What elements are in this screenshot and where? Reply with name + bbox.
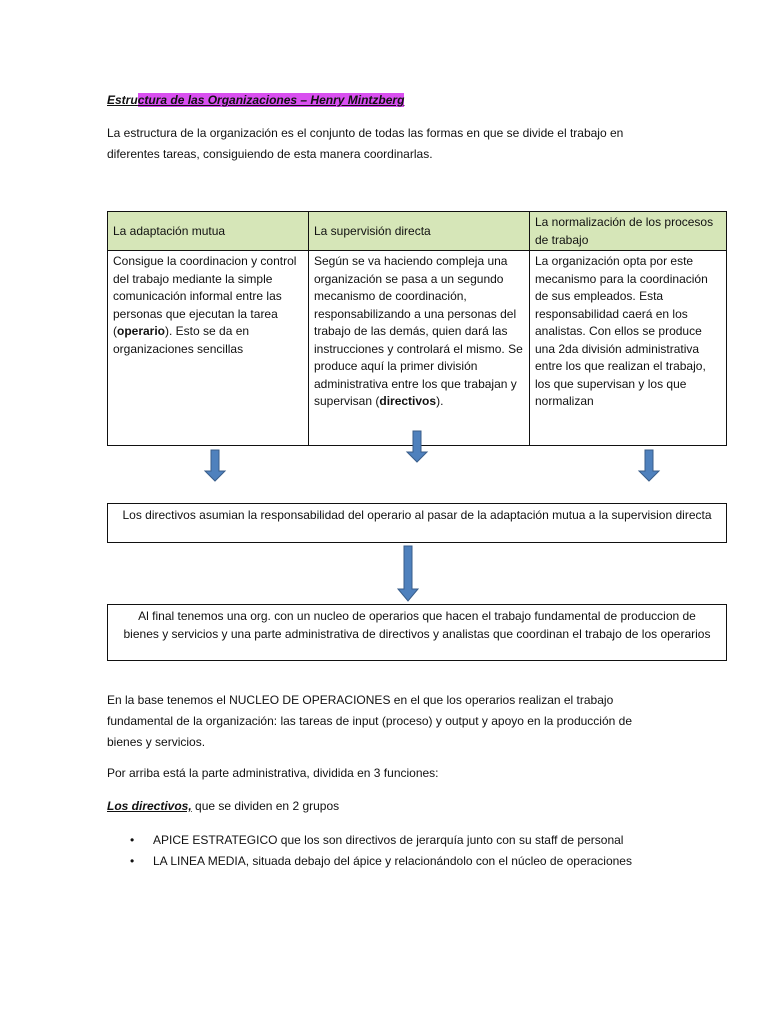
summary-box-directivos: Los directivos asumian la responsabilidad del operario al pasar de la adaptación mutua a la supervision directa: [107, 503, 727, 543]
column-body: [530, 251, 726, 413]
summary-box-final: Al final tenemos una org. con un nucleo de operarios que hacen el trabajo fundamental de produccion de bienes y servicios y una parte administrativa de directivos y analistas que coordinan el trabajo de los operarios: [107, 604, 727, 661]
column-adaptacion: [108, 212, 309, 445]
column-supervision: [309, 212, 530, 445]
down-arrow-icon: [405, 430, 429, 464]
column-bold-text: operario: [117, 324, 166, 338]
column-text-end: ). Esto se da en organizaciones sencillas: [113, 324, 250, 356]
column-body: [309, 251, 529, 413]
down-arrow-icon: [396, 545, 420, 603]
directivos-list: [108, 830, 632, 872]
column-body: [108, 251, 308, 360]
column-header: La supervisión directa: [309, 212, 529, 251]
document-title: [107, 92, 404, 108]
down-arrow-icon: [637, 449, 661, 483]
column-normalizacion: [530, 212, 726, 445]
arriba-paragraph: Por arriba está la parte administrativa, dividida en 3 funciones:: [107, 766, 439, 780]
list-item: • LA LINEA MEDIA, situada debajo del ápice y relacionándolo con el núcleo de operaciones: [108, 851, 632, 872]
directivos-line: [107, 796, 667, 817]
coordination-table: [107, 211, 727, 446]
column-header: La normalización de los procesos de trabajo: [530, 212, 726, 251]
title-highlighted: ctura de las Organizaciones – Henry Mintzberg: [137, 93, 405, 107]
base-paragraph: En la base tenemos el NUCLEO DE OPERACIONES en el que los operarios realizan el trabajo fundamental de la organización: las tareas de input (proceso) y output y apoyo en la producción de bienes y servicios.: [107, 693, 632, 749]
column-text: Consigue la coordinacion y control del trabajo mediante la simple comunicación informal entre las personas que ejecutan la tarea (: [113, 254, 297, 338]
column-text-end: ).: [436, 394, 444, 408]
directivos-label: Los directivos,: [107, 799, 192, 813]
column-text: La organización opta por este mecanismo para la coordinación de sus empleados. Esta responsabilidad caerá en los analistas. Con ellos se produce una 2da división administrativa entre los que realizan el trabajo, los que supervisan y los que normalizan: [535, 254, 708, 408]
column-header: La adaptación mutua: [108, 212, 308, 251]
title-prefix: Estru: [107, 93, 138, 107]
directivos-rest: que se dividen en 2 grupos: [191, 799, 340, 813]
intro-paragraph: La estructura de la organización es el conjunto de todas las formas en que se divide el trabajo en diferentes tareas, consiguiendo de esta manera coordinarlas.: [107, 126, 624, 161]
column-bold-text: directivos: [379, 394, 437, 408]
list-item: • APICE ESTRATEGICO que los son directivos de jerarquía junto con su staff de personal: [108, 830, 632, 851]
down-arrow-icon: [203, 449, 227, 483]
column-text: Según se va haciendo compleja una organización se pasa a un segundo mecanismo de coordinación, responsabilizando a una personas del trabajo de las demás, quien dará las instrucciones y controlará el mismo. Se produce aquí la primer división administrativa entre los que trabajan y supervisan (: [314, 254, 523, 408]
